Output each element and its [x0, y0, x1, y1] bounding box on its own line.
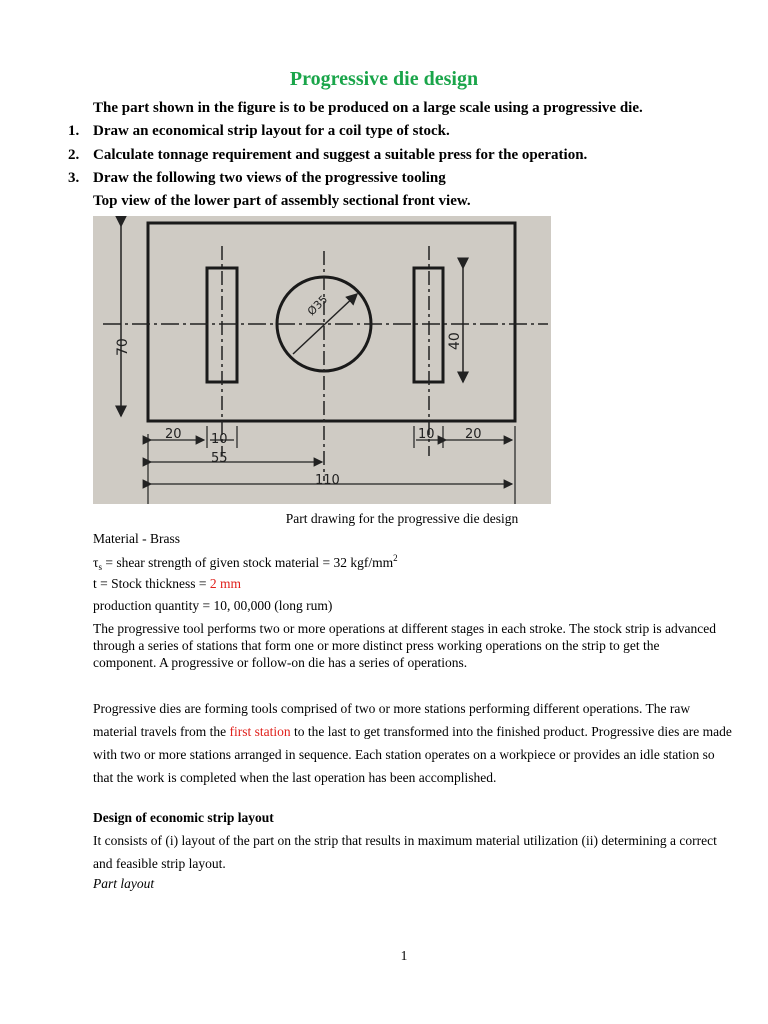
task-3-number: 3.	[68, 170, 80, 186]
dim-10-right-label: 10	[418, 427, 435, 442]
diameter-label: Ø35	[304, 292, 331, 319]
task-3-subtext: Top view of the lower part of assembly sectional front view.	[93, 193, 471, 209]
task-2-number: 2.	[68, 147, 80, 163]
paragraph-text: to the last to get transformed into the finished product. Progressive dies are made with two or more stations arranged in sequence. Each station operates on a workpiece or provides an idle station so that the work is completed when the last operation has been accomplished.	[93, 724, 732, 785]
shear-strength-line	[93, 553, 398, 572]
tau-subscript: s	[98, 562, 102, 572]
page-number: 1	[400, 948, 408, 963]
first-station-highlight: first station	[229, 724, 291, 739]
dim-20-left-label: 20	[165, 427, 182, 442]
thickness-label: t = Stock thickness =	[93, 576, 210, 591]
height-70-label: 70	[115, 338, 131, 356]
dim-10-left-label: 10	[211, 432, 228, 447]
shear-strength-text: = shear strength of given stock material = 32 kgf/mm	[101, 555, 394, 570]
slot-40-label: 40	[447, 332, 463, 350]
dim-55-label: 55	[211, 451, 228, 466]
dim-20-right-label: 20	[465, 427, 482, 442]
part-drawing-figure	[93, 216, 551, 504]
paragraph-progressive-tool: The progressive tool performs two or more operations at different stages in each stroke. The stock strip is advanced through a series of stations that form one or more distinct press working operations on the strip to get the component. A progressive or follow-on die has a series of operations.	[93, 621, 716, 670]
part-outline	[148, 223, 515, 421]
paragraph-progressive-dies	[93, 697, 733, 789]
part-drawing-svg	[93, 216, 551, 504]
intro-text: The part shown in the figure is to be produced on a large scale using a progressive die.	[93, 100, 643, 116]
task-3-text: Draw the following two views of the progressive tooling	[93, 170, 446, 186]
thickness-line	[93, 576, 241, 592]
paragraph-strip-layout: It consists of (i) layout of the part on the strip that results in maximum material utilization (ii) determining a correct and feasible strip layout.	[93, 833, 717, 871]
task-1-text: Draw an economical strip layout for a coil type of stock.	[93, 123, 450, 139]
task-1-number: 1.	[68, 123, 80, 139]
thickness-value: 2 mm	[209, 576, 241, 591]
dim-110-label: 110	[315, 473, 340, 488]
tau-symbol: τ	[93, 555, 99, 570]
page-title: Progressive die design	[289, 68, 479, 90]
section-heading-strip-layout: Design of economic strip layout	[93, 810, 274, 825]
task-2-text: Calculate tonnage requirement and suggest a suitable press for the operation.	[93, 147, 588, 163]
production-quantity-line: production quantity = 10, 00,000 (long rum)	[93, 598, 333, 613]
paragraph-text: Progressive dies are forming tools comprised of two or more stations performing different operations. The raw material travels from the	[93, 701, 691, 739]
part-layout-subheading: Part layout	[93, 876, 155, 891]
figure-caption: Part drawing for the progressive die design	[285, 511, 519, 526]
material-line: Material - Brass	[93, 531, 180, 546]
unit-superscript: 2	[393, 553, 398, 563]
